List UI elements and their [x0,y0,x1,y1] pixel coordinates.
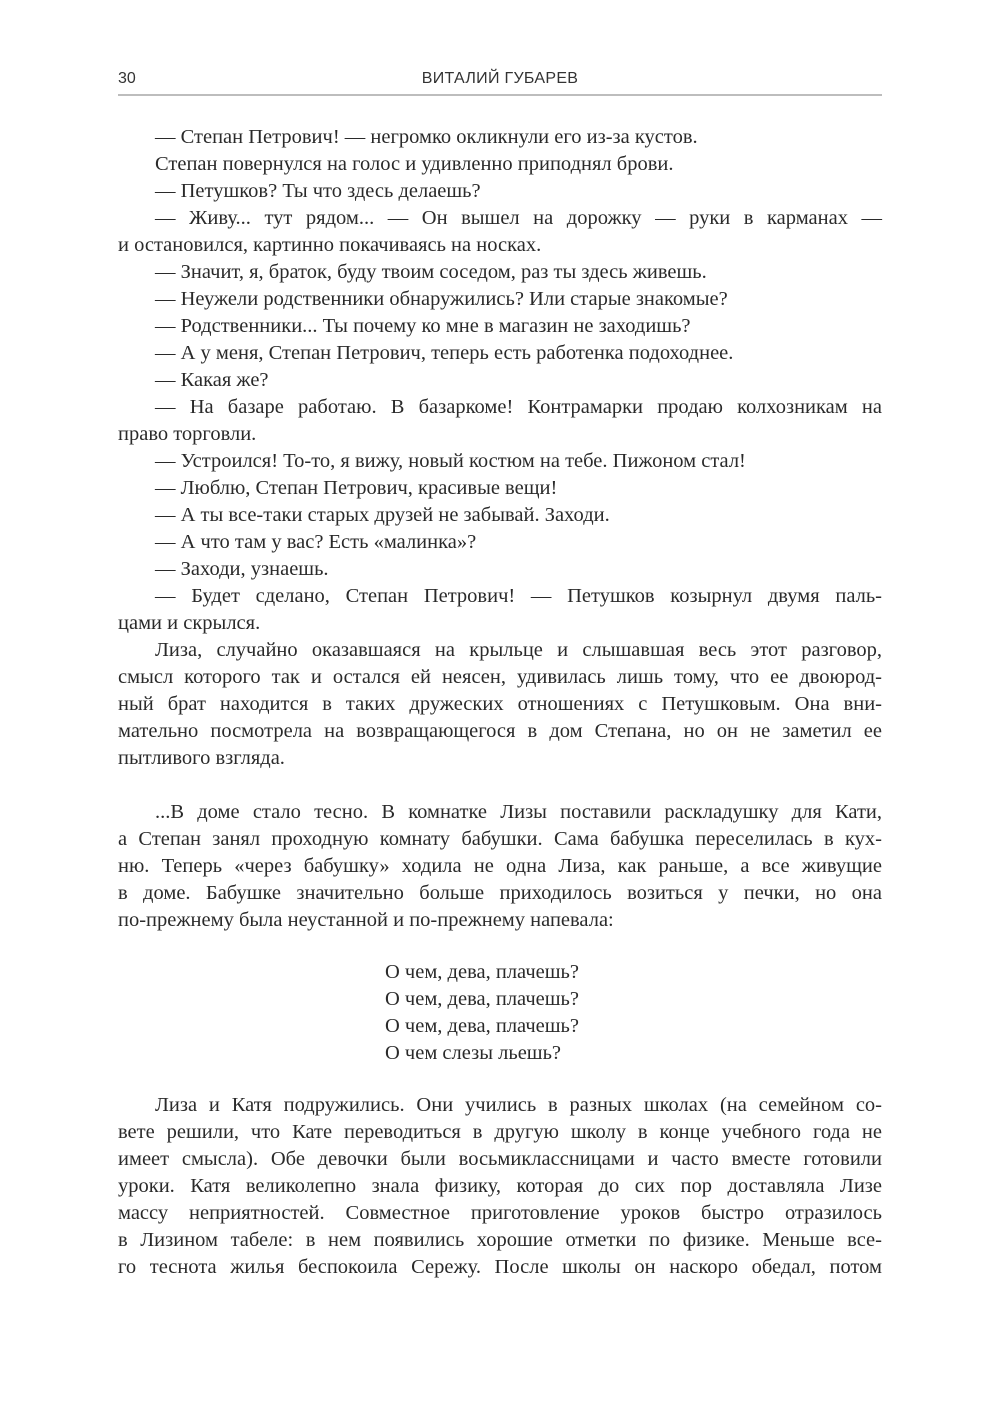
paragraph [118,502,882,529]
paragraph [118,1092,882,1281]
text-line: пытливого взгляда. [118,747,285,769]
paragraph [118,367,882,394]
text-line: — Значит, я, браток, буду твоим соседом, раз ты здесь живешь. [155,261,707,283]
text-line: — На базаре работаю. В базаркоме! Контрамарки продаю колхозникам на [155,396,882,418]
paragraph [118,286,882,313]
text-line: мательно посмотрела на возвращающегося в дом Степана, но он не заметил ее [118,720,882,742]
text-line: — Неужели родственники обнаружились? Или старые знакомые? [155,288,728,310]
running-title: ВИТАЛИЙ ГУБАРЕВ [421,70,579,87]
text-line: а Степан занял проходную комнату бабушки. Сама бабушка переселилась в кух- [118,828,882,850]
text-line: смысл которого так и остался ей неясен, удивилась лишь тому, что ее двоюрод- [118,666,882,688]
text-line: ный брат находится в таких дружеских отношениях с Петушковым. Она вни- [118,693,882,715]
paragraph [118,205,882,259]
section-friendship [118,1092,882,1281]
poem-line: О чем слезы льешь? [385,1042,562,1064]
text-line: — Родственники... Ты почему ко мне в магазин не заходишь? [155,315,691,337]
paragraph [118,124,882,151]
text-line: ню. Теперь «через бабушку» ходила не одна Лиза, как раньше, а все живущие [118,855,882,877]
paragraph [118,151,882,178]
poem-line: О чем, дева, плачешь? [385,1015,579,1037]
section-home [118,799,882,934]
paragraph [118,799,882,934]
text-line: в доме. Бабушке значительно больше приходилось возиться у печки, но она [118,882,882,904]
text-line: массу неприятностей. Совместное приготовление уроков быстро отразилось [118,1202,882,1224]
paragraph [118,313,882,340]
text-line: вете решили, что Кате переводиться в другую школу в конце учебного года не [118,1121,882,1143]
section-dialogue [118,124,882,772]
text-line: — Устроился! То-то, я вижу, новый костюм на тебе. Пижоном стал! [155,450,746,472]
text-line: ...В доме стало тесно. В комнатке Лизы поставили раскладушку для Кати, [155,801,882,823]
paragraph [118,637,882,772]
paragraph [118,583,882,637]
text-line: Лиза, случайно оказавшаяся на крыльце и слышавшая весь этот разговор, [155,639,882,661]
text-line: в Лизином табеле: в нем появились хорошие отметки по физике. Меньше все- [118,1229,882,1251]
poem-line: О чем, дева, плачешь? [385,961,579,983]
poem-verse [118,959,882,1067]
text-line: — А что там у вас? Есть «малинка»? [155,531,477,553]
text-line: — Живу... тут рядом... — Он вышел на дорожку — руки в карманах — [155,207,882,229]
text-line: — Петушков? Ты что здесь делаешь? [155,180,481,202]
paragraph [118,448,882,475]
text-line: уроки. Катя великолепно знала физику, которая до сих пор доставляла Лизе [118,1175,882,1197]
text-line: Лиза и Катя подружились. Они учились в разных школах (на семейном со- [155,1094,882,1116]
section-break [118,772,882,799]
paragraph [118,529,882,556]
text-line: — Заходи, узнаешь. [155,558,329,580]
paragraph [118,394,882,448]
text-line: имеет смысла). Обе девочки были восьмиклассницами и часто вместе готовили [118,1148,882,1170]
text-line: — А ты все-таки старых друзей не забывай. Заходи. [155,504,610,526]
running-header [118,68,882,96]
text-line: — Люблю, Степан Петрович, красивые вещи! [155,477,558,499]
text-line: и остановился, картинно покачиваясь на носках. [118,234,542,256]
text-line: цами и скрылся. [118,612,261,634]
paragraph [118,475,882,502]
paragraph [118,340,882,367]
paragraph [118,178,882,205]
text-line: право торговли. [118,423,257,445]
text-line: — Какая же? [155,369,269,391]
text-line: — Будет сделано, Степан Петрович! — Петушков козырнул двумя паль- [155,585,882,607]
text-line: по-прежнему была неустанной и по-прежнему напевала: [118,909,614,931]
page-number: 30 [118,70,136,87]
page-body [118,124,882,1281]
paragraph [118,259,882,286]
text-line: — А у меня, Степан Петрович, теперь есть работенка подоходнее. [155,342,734,364]
text-line: го теснота жилья беспокоила Сережу. После школы он наскоро обедал, потом [118,1256,882,1278]
text-line: Степан повернулся на голос и удивленно приподнял брови. [155,153,674,175]
text-line: — Степан Петрович! — негромко окликнули его из-за кустов. [155,126,698,148]
paragraph [118,556,882,583]
poem-line: О чем, дева, плачешь? [385,988,579,1010]
